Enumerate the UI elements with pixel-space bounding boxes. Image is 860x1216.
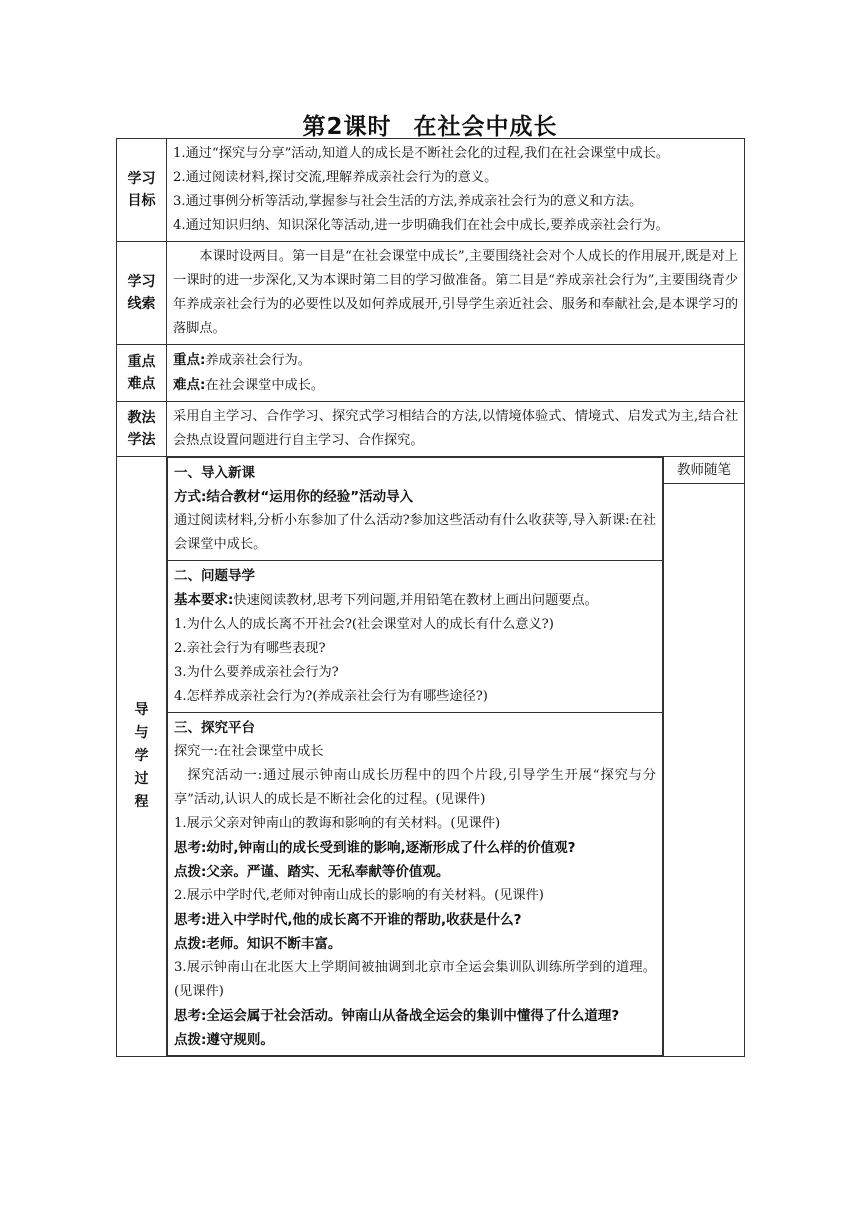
process-row [117,457,745,1057]
clue-content [167,242,745,345]
lesson-plan-table [116,138,745,1057]
key-points-row [117,345,745,402]
process-label: 导 与 学 过 程 [117,457,167,1057]
clue-label: 学习 线索 [117,242,167,345]
clue-text: 本课时设两目。第一目是“在社会课堂中成长”,主要围绕社会对个人成长的作用展开,既是对上一课时的进一步深化,又为本课时第二目的学习做准备。第二目是“养成亲社会行为”,主要围绕青少年养成亲社会行为的必要性以及如何养成展开,引导学生亲近社会、服务和奉献社会,是本课学习的落脚点。 [173,249,739,336]
methods-label: 教法 学法 [117,402,167,457]
key-points-label: 重点 难点 [117,345,167,402]
section-heading: 一、导入新课 [174,465,255,481]
methods-content [167,402,745,457]
question-item: 1.为什么人的成长离不开社会?(社会课堂对人的成长有什么意义?) [174,617,554,632]
methods-text: 采用自主学习、合作学习、探究式学习相结合的方法,以情境体验式、情境式、启发式为主,结合社会热点设置问题进行自主学习、合作探究。 [173,409,739,448]
section-intro [168,458,663,561]
material-item: 2.展示中学时代,老师对钟南山成长的影响的有关材料。(见课件) [174,888,544,903]
teacher-notes-header: 教师随笔 [664,457,744,484]
objectives-content [167,139,745,242]
section-guided-questions [168,561,663,713]
objective-item: 1.通过“探究与分享”活动,知道人的成长是不断社会化的过程,我们在社会课堂中成长。 [173,146,670,161]
basic-requirement: 基本要求:快速阅读教材,思考下列问题,并用铅笔在教材上画出问题要点。 [174,592,598,608]
key-point: 重点:养成亲社会行为。 [173,352,311,368]
think-question: 思考:全运会属于社会活动。钟南山从备战全运会的集训中懂得了什么道理? [174,1008,620,1024]
think-question: 思考:幼时,钟南山的成长受到谁的影响,逐渐形成了什么样的价值观? [174,840,576,856]
intro-text: 通过阅读材料,分析小东参加了什么活动?参加这些活动有什么收获等,导入新课:在社会课堂中成长。 [174,513,656,552]
section-heading: 二、问题导学 [174,568,255,584]
hint-answer: 点拨:老师。知识不断丰富。 [174,936,342,952]
material-item: 1.展示父亲对钟南山的教诲和影响的有关材料。(见课件) [174,816,501,831]
title-lesson-name: 在社会中成长 [413,114,558,140]
objectives-label: 学习 目标 [117,139,167,242]
title-lesson-number: 第2课时 [302,114,392,140]
material-item: 3.展示钟南山在北医大上学期间被抽调到北京市全运会集训队训练所学到的道理。(见课件) [174,960,656,999]
teacher-notes-column [664,457,745,1057]
objective-item: 4.通过知识归纳、知识深化等活动,进一步明确我们在社会中成长,要养成亲社会行为。 [173,218,669,233]
exploration-activity: 探究活动一:通过展示钟南山成长历程中的四个片段,引导学生开展“探究与分享”活动,认识人的成长是不断社会化的过程。(见课件) [174,768,656,807]
question-item: 2.亲社会行为有哪些表现? [174,641,326,656]
section-heading: 三、探究平台 [174,720,255,736]
question-item: 4.怎样养成亲社会行为?(养成亲社会行为有哪些途径?) [174,689,488,704]
page-title [0,108,860,141]
key-points-content [167,345,745,402]
section-exploration [168,713,663,1056]
clue-row [117,242,745,345]
intro-method: 方式:结合教材“运用你的经验”活动导入 [174,489,414,505]
hint-answer: 点拨:父亲。严谨、踏实、无私奉献等价值观。 [174,864,450,880]
difficult-point: 难点:在社会课堂中成长。 [173,377,325,393]
think-question: 思考:进入中学时代,他的成长离不开谁的帮助,收获是什么? [174,912,522,928]
exploration-subheading: 探究一:在社会课堂中成长 [174,744,324,759]
objectives-row [117,139,745,242]
process-content [167,457,664,1057]
objective-item: 2.通过阅读材料,探讨交流,理解养成亲社会行为的意义。 [173,170,498,185]
methods-row [117,402,745,457]
hint-answer: 点拨:遵守规则。 [174,1032,274,1048]
objective-item: 3.通过事例分析等活动,掌握参与社会生活的方法,养成亲社会行为的意义和方法。 [173,194,643,209]
question-item: 3.为什么要养成亲社会行为? [174,665,339,680]
